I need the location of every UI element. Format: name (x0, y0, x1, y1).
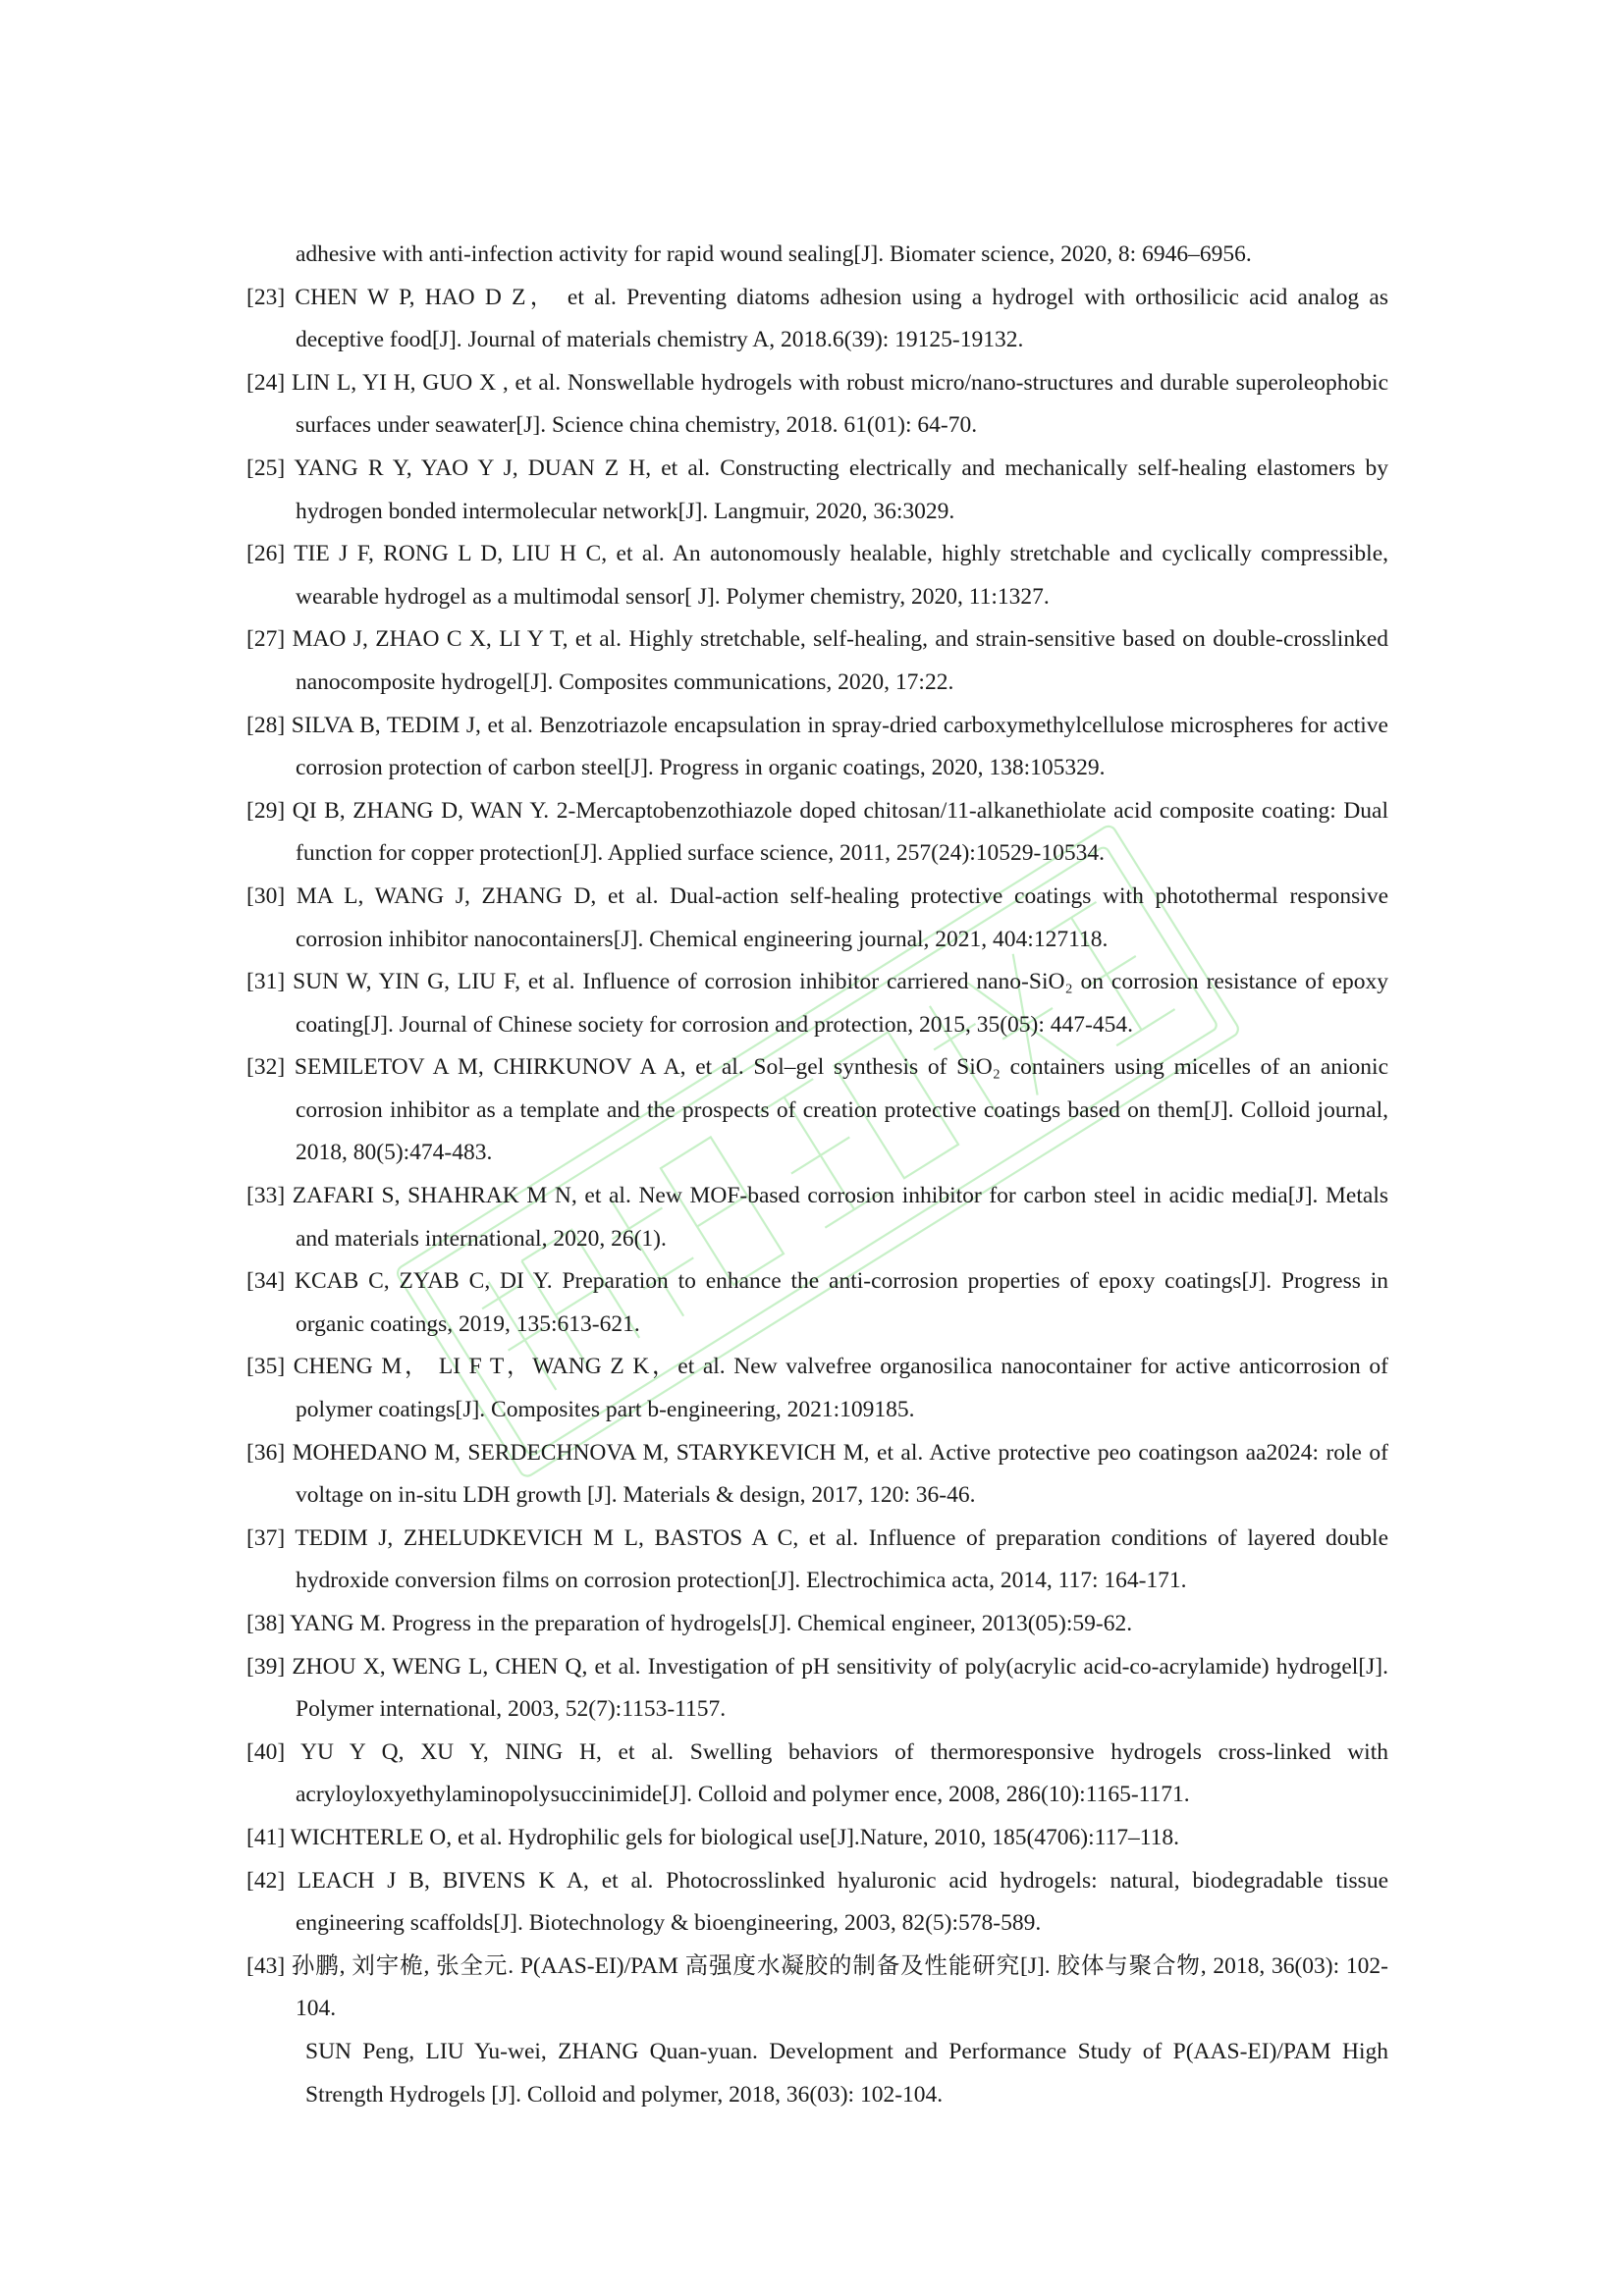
reference-number: [36] (246, 1439, 286, 1466)
reference-text: CHENG M， LI F T，WANG Z K，et al. New valvefree organosilica nanocontainer for active anticorrosion of polymer coatings[J]. Composites part b-engineering, 2021:109185. (293, 1354, 1388, 1423)
reference-entry (246, 1432, 1388, 1518)
reference-entry (246, 1817, 1388, 1860)
reference-text: YANG M. Progress in the preparation of hydrogels[J]. Chemical engineer, 2013(05):59-62. (290, 1611, 1133, 1636)
reference-text: TEDIM J, ZHELUDKEVICH M L, BASTOS A C, et al. Influence of preparation conditions of layered double hydroxide conversion films on corrosion protection[J]. Electrochimica acta, 2014, 117: 164-171. (295, 1524, 1389, 1594)
reference-entry (246, 705, 1388, 790)
reference-number: [42] (246, 1867, 286, 1894)
reference-entry (246, 1646, 1388, 1732)
reference-text: KCAB C, ZYAB C, DI Y. Preparation to enhance the anti-corrosion properties of epoxy coatings[J]. Progress in organic coatings, 2019, 135:613-621. (294, 1268, 1388, 1337)
reference-entry (246, 277, 1388, 362)
reference-number: [35] (246, 1354, 286, 1380)
reference-text: YANG R Y, YAO Y J, DUAN Z H, et al. Constructing electrically and mechanically self-healing elastomers by hydrogen bonded intermolecular network[J]. Langmuir, 2020, 36:3029. (294, 454, 1388, 524)
reference-number: [23] (246, 284, 286, 310)
reference-number: [30] (246, 882, 286, 909)
reference-number: [41] (246, 1824, 286, 1850)
reference-entry (246, 1260, 1388, 1346)
reference-text: MA L, WANG J, ZHANG D, et al. Dual-action self-healing protective coatings with photothermal responsive corrosion inhibitor nanocontainers[J]. Chemical engineering journal, 2021, 404:127118. (296, 882, 1389, 952)
reference-number: [29] (246, 797, 286, 824)
reference-text: ZHOU X, WENG L, CHEN Q, et al. Investigation of pH sensitivity of poly(acrylic acid-co-acrylamide) hydrogel[J]. Polymer international, 2003, 52(7):1153-1157. (292, 1653, 1388, 1723)
reference-translation: SUN Peng, LIU Yu-wei, ZHANG Quan-yuan. Development and Performance Study of P(AAS-EI)/PAM High Strength Hydrogels [J]. Colloid and polymer, 2018, 36(03): 102-104. (305, 2038, 1388, 2108)
reference-text: QI B, ZHANG D, WAN Y. 2-Mercaptobenzothiazole doped chitosan/11-alkanethiolate acid composite coating: Dual function for copper protection[J]. Applied surface science, 2011, 257(24):10529-10534. (292, 797, 1388, 867)
reference-entry (246, 1046, 1388, 1175)
reference-text: WICHTERLE O, et al. Hydrophilic gels for biological use[J].Nature, 2010, 185(4706):117–118. (290, 1824, 1180, 1850)
reference-text: TIE J F, RONG L D, LIU H C, et al. An autonomously healable, highly stretchable and cyclically compressible, wearable hydrogel as a multimodal sensor[ J]. Polymer chemistry, 2020, 11:1327. (294, 541, 1389, 610)
reference-number: [25] (246, 454, 286, 481)
reference-number: [31] (246, 969, 286, 995)
reference-entry (246, 1732, 1388, 1817)
reference-entry (246, 1518, 1388, 1603)
reference-text: MOHEDANO M, SERDECHNOVA M, STARYKEVICH M, et al. Active protective peo coatingson aa2024: role of voltage on in-situ LDH growth [J]. Materials & design, 2017, 120: 36-46. (292, 1439, 1389, 1509)
reference-entry (246, 234, 1388, 277)
reference-number: [38] (246, 1611, 286, 1636)
reference-number: [26] (246, 541, 286, 567)
reference-number: [33] (246, 1183, 286, 1209)
reference-entry (246, 448, 1388, 533)
reference-text: 孙鹏, 刘宇桅, 张全元. P(AAS-EI)/PAM 高强度水凝胶的制备及性能研究[J]. 胶体与聚合物, 2018, 36(03): 102-104. (291, 1952, 1388, 2022)
reference-entry (246, 790, 1388, 876)
reference-number: [43] (246, 1952, 286, 1979)
reference-text: CHEN W P, HAO D Z， et al. Preventing diatoms adhesion using a hydrogel with orthosilicic acid analog as deceptive food[J]. Journal of materials chemistry A, 2018.6(39): 19125-19132. (295, 284, 1388, 353)
reference-entry (246, 618, 1388, 704)
reference-number: [27] (246, 626, 286, 653)
reference-text: MAO J, ZHAO C X, LI Y T, et al. Highly stretchable, self-healing, and strain-sensitive based on double-crosslinked nanocomposite hydrogel[J]. Composites communications, 2020, 17:22. (292, 626, 1389, 695)
reference-list (246, 234, 1388, 2116)
reference-entry (246, 533, 1388, 618)
reference-number: [32] (246, 1054, 286, 1081)
reference-entry (246, 1175, 1388, 1260)
reference-entry (246, 362, 1388, 448)
reference-text: SEMILETOV A M, CHIRKUNOV A A, et al. Sol–gel synthesis of SiO₂ containers using micelles of an anionic corrosion inhibitor as a template and the prospects of creation protective coatings based on them[J]. Colloid journal, 2018, 80(5):474-483. (294, 1054, 1389, 1166)
reference-number: [40] (246, 1738, 286, 1765)
reference-text: SUN W, YIN G, LIU F, et al. Influence of corrosion inhibitor carriered nano-SiO₂ on corrosion resistance of epoxy coating[J]. Journal of Chinese society for corrosion and protection, 2015, 35(05): 447-454. (293, 969, 1389, 1038)
reference-number: [34] (246, 1268, 286, 1295)
reference-number: [24] (246, 369, 286, 396)
reference-entry (246, 1603, 1388, 1646)
reference-text: SILVA B, TEDIM J, et al. Benzotriazole encapsulation in spray-dried carboxymethylcellulose microspheres for active corrosion protection of carbon steel[J]. Progress in organic coatings, 2020, 138:105329. (291, 712, 1388, 781)
reference-text: adhesive with anti-infection activity for rapid wound sealing[J]. Biomater science, 2020, 8: 6946–6956. (296, 241, 1252, 267)
reference-entry (246, 1346, 1388, 1431)
reference-entry (246, 876, 1388, 961)
reference-number: [28] (246, 712, 286, 738)
reference-entry (246, 1860, 1388, 1946)
reference-entry (246, 1946, 1388, 2031)
reference-number: [39] (246, 1653, 286, 1680)
reference-number: [37] (246, 1524, 286, 1551)
reference-entry (246, 961, 1388, 1046)
reference-text: LEACH J B, BIVENS K A, et al. Photocrosslinked hyaluronic acid hydrogels: natural, biodegradable tissue engineering scaffolds[J]. Biotechnology & bioengineering, 2003, 82(5):578-589. (296, 1867, 1389, 1937)
reference-text: ZAFARI S, SHAHRAK M N, et al. New MOF-based corrosion inhibitor for carbon steel in acidic media[J]. Metals and materials international, 2020, 26(1). (292, 1183, 1388, 1252)
reference-text: YU Y Q, XU Y, NING H, et al. Swelling behaviors of thermoresponsive hydrogels cross-linked with acryloyloxyethylaminopolysuccinimide[J]. Colloid and polymer ence, 2008, 286(10):1165-1171. (296, 1738, 1388, 1808)
reference-text: LIN L, YI H, GUO X , et al. Nonswellable hydrogels with robust micro/nano-structures and durable superoleophobic surfaces under seawater[J]. Science china chemistry, 2018. 61(01): 64-70. (291, 369, 1388, 439)
